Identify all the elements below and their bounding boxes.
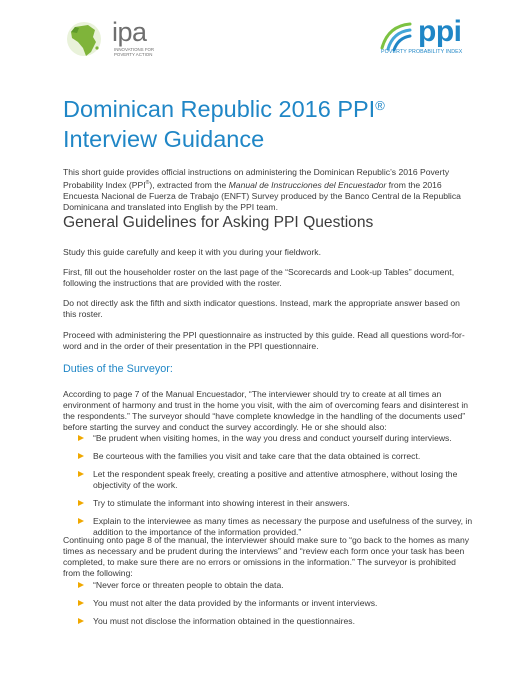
prohibited-bullet-list [63, 580, 475, 634]
continuing-paragraph: Continuing onto page 8 of the manual, the interviewer should make sure to “go back to the homes as many times as necessary and be prudent during the interviews” and “review each form once your task has been completed, to make sure there are no errors or omissions in the information.” The surveyor is prohibited from the following: [63, 535, 470, 578]
ppi-tagline: POVERTY PROBABILITY INDEX [381, 49, 463, 55]
intro-part-2: ), extracted from the [149, 179, 229, 190]
section-heading: General Guidelines for Asking PPI Questions [63, 214, 374, 231]
title-registered-mark: ® [375, 98, 385, 113]
list-item: Let the respondent speak freely, creating a positive and attentive atmosphere, without losing the objectivity of the work. [63, 469, 475, 491]
intro-registered-mark: ® [145, 180, 150, 186]
paragraph-proceed: Proceed with administering the PPI questionnaire as instructed by this guide. Read all questions word-for-word and in the order of their presentation in the PPI questionnaire. [63, 330, 465, 351]
duties-paragraph: According to page 7 of the Manual Encuestador, “The interviewer should try to create at all times an environment of harmony and trust in the home you visit, with the aim of overcoming fears and disinterest in the respondents.” The surveyor should “have complete knowledge in the handling of the documents used” before starting the survey and conduct the survey accordingly. He or she should also: [63, 389, 469, 432]
list-item: You must not alter the data provided by the informants or invent interviews. [63, 598, 475, 609]
bullet-triangle-icon [78, 500, 84, 506]
bullet-triangle-icon [78, 600, 84, 606]
title-line-2: Interview Guidance [63, 126, 265, 152]
list-item: Be courteous with the families you visit and take care that the data obtained is correct. [63, 451, 475, 462]
title-line-1: Dominican Republic 2016 PPI [63, 96, 376, 122]
paragraph-study: Study this guide carefully and keep it with you during your fieldwork. [63, 247, 321, 257]
ipa-tagline: INNOVATIONS FOR POVERTY ACTION [114, 47, 155, 57]
bullet-triangle-icon [78, 518, 84, 524]
list-item: “Be prudent when visiting homes, in the way you dress and conduct yourself during interviews. [63, 433, 475, 444]
list-item: You must not disclose the information obtained in the questionnaires. [63, 616, 475, 627]
ppi-logo-text: ppi [418, 15, 462, 48]
duties-subheading: Duties of the Surveyor: [63, 363, 173, 375]
bullet-triangle-icon [78, 582, 84, 588]
paragraph-indicators: Do not directly ask the fifth and sixth indicator questions. Instead, mark the appropriate answer based on this roster. [63, 298, 460, 319]
bullet-triangle-icon [78, 453, 84, 459]
intro-paragraph [63, 167, 473, 213]
duties-bullet-list [63, 433, 475, 545]
list-item: “Never force or threaten people to obtain the data. [63, 580, 475, 591]
page-title [63, 94, 483, 154]
list-item: Try to stimulate the informant into showing interest in their answers. [63, 498, 475, 509]
intro-part-3: from the 2016 Encuesta Nacional de Fuerza de Trabajo (ENFT) Survey produced by the Banco Central de la Republica Dominicana and translated into English by the PPI team. [63, 179, 461, 212]
paragraph-roster: First, fill out the householder roster on the last page of the “Scorecards and Look-up Tables” document, following the instructions that are provided with the roster. [63, 267, 455, 288]
bullet-triangle-icon [78, 618, 84, 624]
list-item: Explain to the interviewee as many times as necessary the purpose and usefulness of the survey, in addition to the importance of the information provided.” [63, 516, 475, 538]
ipa-logo-text: ipa [112, 17, 147, 47]
bullet-triangle-icon [78, 435, 84, 441]
intro-manual-title: Manual de Instrucciones del Encuestador [228, 179, 387, 190]
intro-part-1: This short guide provides official instructions on administering the Dominican Republic’s 2016 Poverty Probability Index (PPI [63, 167, 450, 190]
bullet-triangle-icon [78, 471, 84, 477]
